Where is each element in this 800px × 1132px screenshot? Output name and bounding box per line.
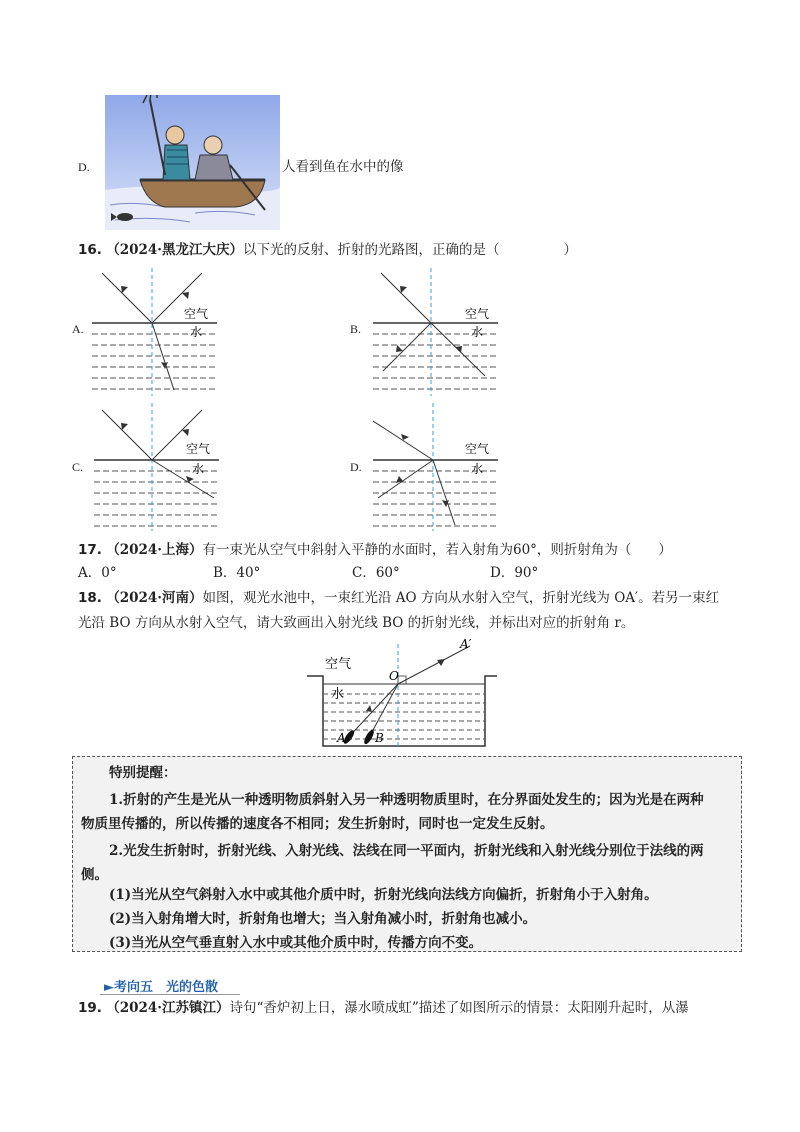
water-label: 水 xyxy=(331,687,345,702)
tip-line-1: 1.折射的产生是光从一种透明物质斜射入另一种透明物质里时，在分界面处发生的；因为光是在两种 xyxy=(109,792,704,808)
pool-diagram xyxy=(305,636,500,751)
option-b-label: B. xyxy=(350,322,362,336)
air-label: 空气 xyxy=(465,442,490,456)
q17-option-b: B．40° xyxy=(213,565,261,581)
point-a-label: A xyxy=(337,731,346,745)
section-marker-icon: ► xyxy=(104,980,114,995)
tip-line-4: 侧。 xyxy=(81,867,108,883)
question-number: 16. xyxy=(78,242,102,258)
question-source: （2024·黑龙江大庆） xyxy=(106,242,243,258)
question-source: （2024·河南） xyxy=(106,590,203,606)
q17-option-d: D．90° xyxy=(490,565,539,581)
fishing-boat-illustration xyxy=(95,95,280,230)
q18-stem-line2: 光沿 BO 方向从水射入空气，请大致画出入射光线 BO 的折射光线，并标出对应的折射角 r。 xyxy=(78,615,635,631)
tip-line-3: 2.光发生折射时，折射光线、入射光线、法线在同一平面内，折射光线和入射光线分别位于法线的两 xyxy=(109,843,704,859)
question-source: （2024·江苏镇江） xyxy=(106,1000,230,1016)
section-underline xyxy=(100,994,240,995)
section-title: 考向五 光的色散 xyxy=(114,980,219,995)
point-a-prime-label: A′ xyxy=(460,637,472,651)
tip-line-7: (3)当光从空气垂直射入水中或其他介质中时，传播方向不变。 xyxy=(109,935,483,951)
water-label: 水 xyxy=(471,325,484,339)
air-label: 空气 xyxy=(184,307,209,321)
section-heading xyxy=(104,976,218,995)
tip-line-5: (1)当光从空气斜射入水中或其他介质中时，折射光线向法线方向偏折，折射角小于入射角。 xyxy=(109,887,658,903)
diagram-b xyxy=(373,268,498,398)
tip-line-6: (2)当入射角增大时，折射角也增大；当入射角减小时，折射角也减小。 xyxy=(109,911,537,927)
question-number: 18. xyxy=(78,590,102,606)
water-label: 水 xyxy=(190,325,203,339)
air-label: 空气 xyxy=(325,657,352,672)
special-reminder-box xyxy=(72,756,742,952)
air-label: 空气 xyxy=(465,307,490,321)
question-text: 如图，观光水池中，一束红光沿 AO 方向从水射入空气，折射光线为 OA′。若另一束红 xyxy=(202,590,720,606)
q17-option-a: A．0° xyxy=(78,565,117,581)
question-number: 19. xyxy=(78,1000,102,1016)
q18-stem-line1 xyxy=(78,588,719,608)
option-d2-label: D. xyxy=(350,460,362,474)
tip-line-2: 物质里传播的，所以传播的速度各不相同；发生折射时，同时也一定发生反射。 xyxy=(81,816,554,832)
question-text: 诗句“香炉初上日，瀑水喷成虹”描述了如图所示的情景：太阳刚升起时，从瀑 xyxy=(229,1000,689,1016)
question-number: 17. xyxy=(78,542,102,558)
point-o-label: O xyxy=(389,669,399,683)
q17-stem xyxy=(78,540,672,560)
tip-title: 特别提醒： xyxy=(109,765,177,781)
water-label: 水 xyxy=(192,462,205,476)
option-d-label: D. xyxy=(78,160,90,174)
diagram-a xyxy=(92,268,217,398)
q17-option-c: C．60° xyxy=(352,565,400,581)
q19-stem xyxy=(78,998,689,1018)
option-a-label: A. xyxy=(72,322,84,336)
answer-bracket-end: ） xyxy=(563,242,577,258)
diagram-d xyxy=(373,403,498,533)
q16-stem xyxy=(78,240,577,260)
air-label: 空气 xyxy=(186,442,211,456)
question-text: 以下光的反射、折射的光路图，正确的是（ xyxy=(243,242,500,258)
option-d-text: 人看到鱼在水中的像 xyxy=(282,159,404,175)
question-text: 有一束光从空气中斜射入平静的水面时，若入射角为60°，则折射角为（ ） xyxy=(202,542,672,558)
point-b-label: B xyxy=(375,731,384,745)
option-c-label: C. xyxy=(72,460,84,474)
diagram-c xyxy=(94,403,219,533)
water-label: 水 xyxy=(471,462,484,476)
question-source: （2024·上海） xyxy=(106,542,203,558)
